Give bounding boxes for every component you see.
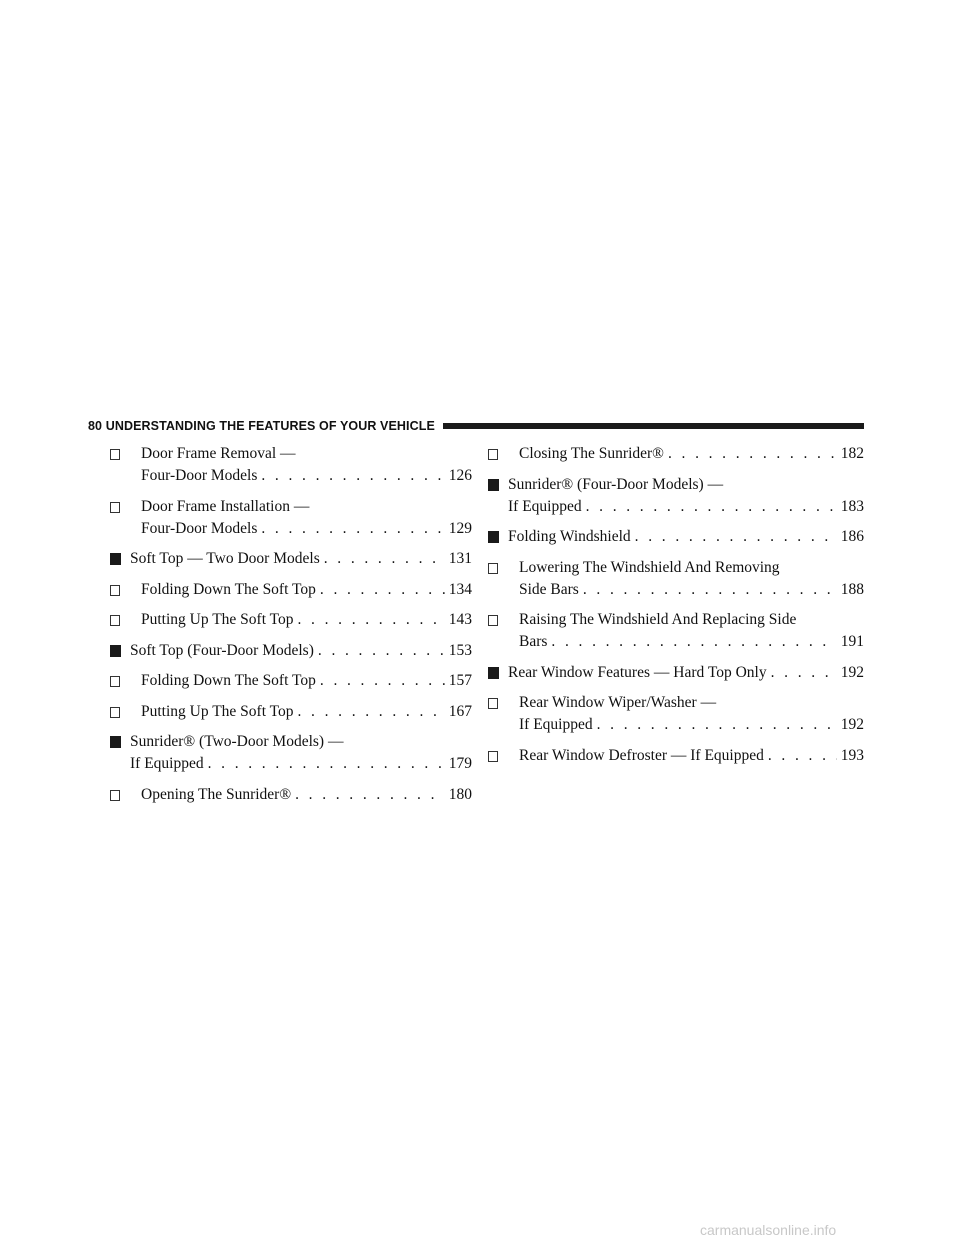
toc-page-number: 153 <box>448 641 472 659</box>
dot-leader <box>298 609 445 631</box>
toc-page-number: 182 <box>840 445 864 462</box>
open-square-bullet-icon <box>488 557 498 579</box>
toc-entry[interactable] <box>488 609 864 653</box>
dot-leader <box>324 548 445 570</box>
toc-entry-title: If Equipped <box>519 716 593 733</box>
toc-entry-title: Door Frame Installation — <box>141 497 310 515</box>
toc-page-number: 131 <box>448 550 472 567</box>
open-square-bullet-icon <box>488 609 498 631</box>
toc-entry-title: Sunrider® (Four-Door Models) — <box>508 475 724 493</box>
toc-entry[interactable] <box>110 640 472 662</box>
section-title: UNDERSTANDING THE FEATURES OF YOUR VEHICLE <box>105 419 435 433</box>
filled-square-bullet-icon <box>110 640 121 662</box>
filled-square-bullet-icon <box>110 731 121 753</box>
open-square-bullet-icon <box>110 609 120 631</box>
toc-page-number: 180 <box>448 785 472 803</box>
dot-leader <box>583 579 837 601</box>
toc-entry-title: Lowering The Windshield And Removing <box>519 558 780 576</box>
toc-entry[interactable] <box>488 745 864 767</box>
toc-entry-title: Rear Window Features — Hard Top Only <box>508 663 767 681</box>
toc-entry-title: Side Bars <box>519 580 579 598</box>
open-square-bullet-icon <box>110 579 120 601</box>
dot-leader <box>586 496 837 518</box>
toc-entry-title: Four-Door Models <box>141 519 258 537</box>
toc-entry[interactable] <box>488 526 864 548</box>
toc-entry[interactable] <box>488 474 864 518</box>
toc-entry-title: Soft Top — Two Door Models <box>130 550 320 567</box>
toc-page-number: 188 <box>840 580 864 598</box>
open-square-bullet-icon <box>110 784 120 806</box>
dot-leader <box>320 670 445 692</box>
toc-entry-title: Putting Up The Soft Top <box>141 611 294 628</box>
toc-entry-title: Door Frame Removal — <box>141 445 296 462</box>
page-header <box>88 419 864 433</box>
toc-entry[interactable] <box>488 557 864 601</box>
toc-page-number: 129 <box>448 519 472 537</box>
open-square-bullet-icon <box>110 496 120 518</box>
toc-entry[interactable] <box>110 731 472 775</box>
toc-entry-title: Bars <box>519 633 548 650</box>
toc-entry-title: Folding Down The Soft Top <box>141 672 316 689</box>
toc-page-number: 143 <box>448 611 472 628</box>
toc-entry-title: If Equipped <box>508 497 582 515</box>
toc-entry-title: If Equipped <box>130 755 204 772</box>
toc-page-number: 186 <box>840 528 864 545</box>
toc-entry-title: Four-Door Models <box>141 467 258 484</box>
toc-page-number: 183 <box>840 497 864 515</box>
dot-leader <box>668 443 837 465</box>
toc-entry[interactable] <box>488 443 864 465</box>
open-square-bullet-icon <box>488 745 498 767</box>
dot-leader <box>318 640 445 662</box>
dot-leader <box>298 701 445 723</box>
toc-entry[interactable] <box>110 670 472 692</box>
toc-column-left <box>110 443 472 814</box>
toc-column-right <box>488 443 864 775</box>
toc-entry[interactable] <box>110 701 472 723</box>
toc-entry-title: Opening The Sunrider® <box>141 785 292 803</box>
filled-square-bullet-icon <box>488 526 499 548</box>
toc-page-number: 192 <box>840 663 864 681</box>
page-number: 80 <box>88 419 103 433</box>
toc-page-number: 179 <box>448 755 472 772</box>
dot-leader <box>635 526 837 548</box>
dot-leader <box>320 579 445 601</box>
toc-entry[interactable] <box>110 784 472 806</box>
open-square-bullet-icon <box>488 692 498 714</box>
toc-entry[interactable] <box>488 662 864 684</box>
dot-leader <box>768 745 837 767</box>
toc-page-number: 167 <box>448 702 472 720</box>
toc-entry-title: Raising The Windshield And Replacing Side <box>519 611 797 628</box>
toc-entry-title: Putting Up The Soft Top <box>141 702 294 720</box>
dot-leader <box>261 465 444 487</box>
dot-leader <box>261 518 444 540</box>
toc-entry[interactable] <box>110 609 472 631</box>
header-text <box>88 419 443 433</box>
dot-leader <box>597 714 837 736</box>
toc-entry[interactable] <box>110 443 472 487</box>
dot-leader <box>208 753 445 775</box>
filled-square-bullet-icon <box>110 548 121 570</box>
toc-entry[interactable] <box>488 692 864 736</box>
dot-leader <box>551 631 836 653</box>
filled-square-bullet-icon <box>488 662 499 684</box>
filled-square-bullet-icon <box>488 474 499 496</box>
watermark: carmanualsonline.info <box>700 1222 837 1238</box>
open-square-bullet-icon <box>110 670 120 692</box>
dot-leader <box>295 784 445 806</box>
toc-page-number: 192 <box>840 716 864 733</box>
toc-entry[interactable] <box>110 548 472 570</box>
toc-entry-title: Rear Window Wiper/Washer — <box>519 694 717 711</box>
open-square-bullet-icon <box>488 443 498 465</box>
toc-page-number: 193 <box>840 746 864 764</box>
toc-page-number: 157 <box>448 672 472 689</box>
toc-entry-title: Folding Windshield <box>508 528 631 545</box>
toc-page-number: 191 <box>840 633 864 650</box>
toc-entry-title: Folding Down The Soft Top <box>141 580 316 598</box>
open-square-bullet-icon <box>110 701 120 723</box>
toc-entry-title: Rear Window Defroster — If Equipped <box>519 746 764 764</box>
toc-entry[interactable] <box>110 496 472 540</box>
dot-leader <box>771 662 837 684</box>
toc-entry-title: Closing The Sunrider® <box>519 445 664 462</box>
toc-entry-title: Sunrider® (Two-Door Models) — <box>130 733 344 750</box>
toc-entry-title: Soft Top (Four-Door Models) <box>130 641 314 659</box>
toc-page-number: 126 <box>448 467 472 484</box>
toc-page-number: 134 <box>448 580 472 598</box>
toc-entry[interactable] <box>110 579 472 601</box>
open-square-bullet-icon <box>110 443 120 465</box>
